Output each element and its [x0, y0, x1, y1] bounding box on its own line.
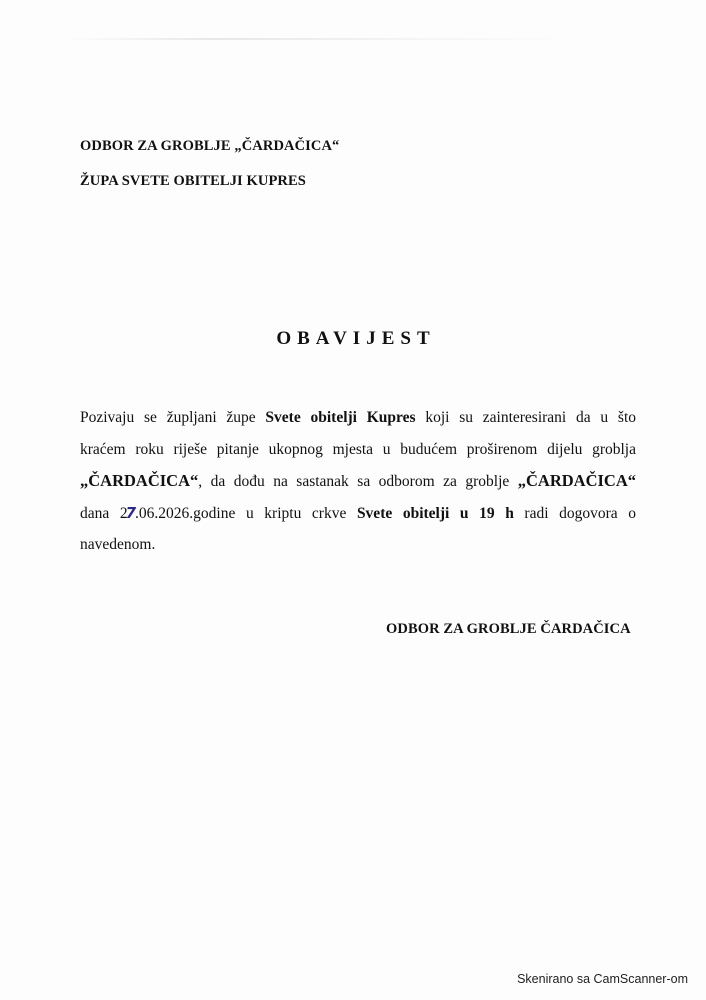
parish-heading: ŽUPA SVETE OBITELJI KUPRES: [80, 173, 306, 189]
scan-artifact: [60, 38, 580, 40]
body-line-1: Pozivaju se župljani župe Svete obitelji Kupres koji su zainteresirani da u što: [80, 409, 637, 426]
document-title: OBAVIJEST: [276, 328, 436, 349]
signature-line: ODBOR ZA GROBLJE ČARDAČICA: [386, 621, 631, 637]
handwritten-correction: 7: [125, 503, 137, 522]
notice-body: [80, 402, 636, 561]
body-line-5: navedenom.: [80, 536, 156, 553]
scanner-watermark: Skenirano sa CamScanner-om: [517, 972, 688, 986]
body-line-3: „ČARDAČICA“, da dođu na sastanak sa odborom za groblje „ČARDAČICA“: [80, 471, 636, 490]
body-line-2: kraćem roku riješe pitanje ukopnog mjesta u budućem proširenom dijelu groblja: [80, 440, 636, 458]
body-line-4: dana 27.06.2026.godine u kriptu crkve Svete obitelji u 19 h radi dogovora o: [80, 503, 637, 522]
committee-heading: ODBOR ZA GROBLJE „ČARDAČICA“: [80, 138, 340, 154]
